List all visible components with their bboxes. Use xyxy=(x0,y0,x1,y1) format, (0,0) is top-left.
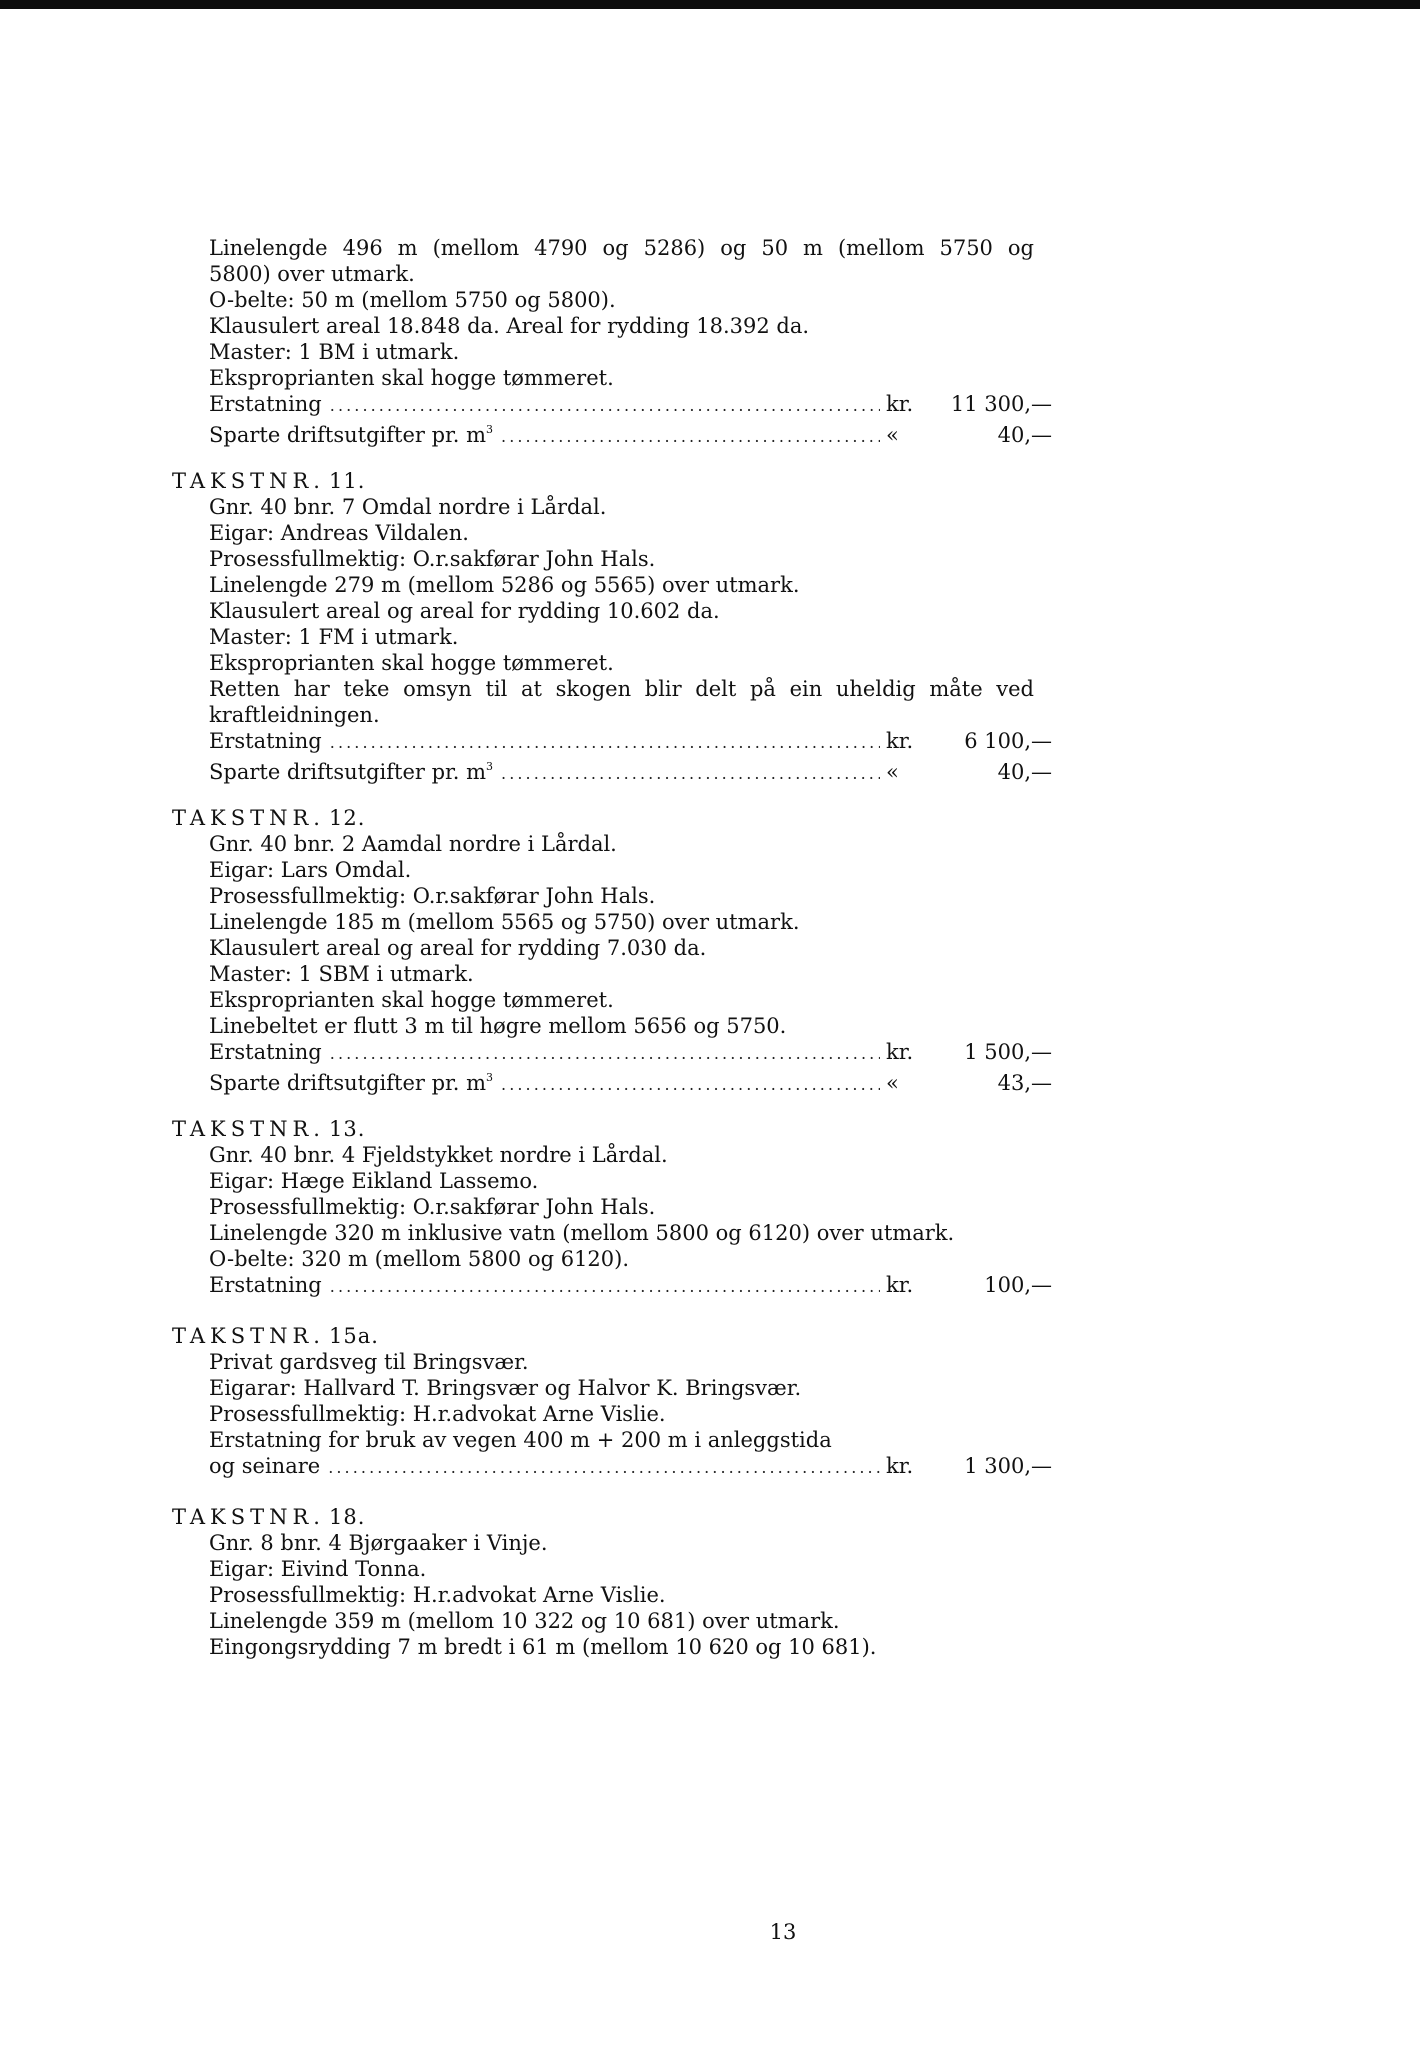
intro-line-1: Linelengde 496 m (mellom 4790 og 5286) og 50 m (mellom 5750 og xyxy=(209,236,1034,260)
sparte-value: 40,— xyxy=(997,760,1052,784)
t15a-line-3: Prosessfullmektig: H.r.advokat Arne Vislie. xyxy=(209,1402,666,1426)
t15a-line-4: Erstatning for bruk av vegen 400 m + 200 m i anleggstida xyxy=(209,1428,832,1452)
page-number: 13 xyxy=(769,1920,797,1944)
dot-leader xyxy=(330,730,880,756)
t12-line-3: Prosessfullmektig: O.r.sakførar John Hals. xyxy=(209,884,656,908)
document-page xyxy=(172,235,1052,1944)
currency-unit: kr. xyxy=(886,1454,914,1478)
t13-line-5: O-belte: 320 m (mellom 5800 og 6120). xyxy=(209,1247,630,1271)
ditto-mark: « xyxy=(886,760,899,784)
t11-line-3: Prosessfullmektig: O.r.sakførar John Hals. xyxy=(209,547,656,571)
erstatning-label: Erstatning xyxy=(209,729,322,753)
erstatning-value: 6 100,— xyxy=(964,729,1052,753)
t11-erstatning-row xyxy=(172,728,1052,754)
dot-leader xyxy=(501,1072,880,1098)
erstatning-value: 11 300,— xyxy=(950,392,1052,416)
dot-leader xyxy=(330,1274,880,1300)
t11-line-4: Linelengde 279 m (mellom 5286 og 5565) over utmark. xyxy=(209,573,800,597)
section-heading-18: TAKSTNR. 18. xyxy=(172,1505,366,1529)
intro-line-3: O-belte: 50 m (mellom 5750 og 5800). xyxy=(209,288,616,312)
erstatning-value: 100,— xyxy=(984,1273,1052,1297)
intro-line-6: Eksproprianten skal hogge tømmeret. xyxy=(209,366,614,390)
currency-unit: kr. xyxy=(886,729,914,753)
ditto-mark: « xyxy=(886,1071,899,1095)
erstatning-label: Erstatning xyxy=(209,392,322,416)
t13-line-1: Gnr. 40 bnr. 4 Fjeldstykket nordre i Lårdal. xyxy=(209,1143,668,1167)
intro-line-2: 5800) over utmark. xyxy=(209,262,415,286)
sparte-label: Sparte driftsutgifter pr. $m^3$ xyxy=(209,1071,494,1095)
dot-leader xyxy=(501,761,880,787)
t12-line-7: Eksproprianten skal hogge tømmeret. xyxy=(209,988,614,1012)
erstatning-value: 1 300,— xyxy=(964,1454,1052,1478)
t11-line-5: Klausulert areal og areal for rydding 10.602 da. xyxy=(209,599,720,623)
dot-leader xyxy=(330,393,880,419)
dot-leader xyxy=(328,1455,880,1481)
sparte-label: Sparte driftsutgifter pr. $m^3$ xyxy=(209,423,494,447)
t18-line-1: Gnr. 8 bnr. 4 Bjørgaaker i Vinje. xyxy=(209,1531,548,1555)
t11-line-6: Master: 1 FM i utmark. xyxy=(209,625,459,649)
intro-erstatning-row xyxy=(172,391,1052,417)
erstatning-label: og seinare xyxy=(209,1454,321,1478)
t11-line-7: Eksproprianten skal hogge tømmeret. xyxy=(209,651,614,675)
currency-unit: kr. xyxy=(886,1273,914,1297)
t15a-erstatning-row xyxy=(172,1453,1052,1479)
ditto-mark: « xyxy=(886,423,899,447)
sparte-value: 43,— xyxy=(997,1071,1052,1095)
t12-line-8: Linebeltet er flutt 3 m til høgre mellom 5656 og 5750. xyxy=(209,1014,787,1038)
t13-line-2: Eigar: Hæge Eikland Lassemo. xyxy=(209,1169,539,1193)
t18-line-2: Eigar: Eivind Tonna. xyxy=(209,1557,427,1581)
section-heading-12: TAKSTNR. 12. xyxy=(172,806,366,830)
sparte-value: 40,— xyxy=(997,423,1052,447)
t13-line-3: Prosessfullmektig: O.r.sakførar John Hals. xyxy=(209,1195,656,1219)
t18-line-3: Prosessfullmektig: H.r.advokat Arne Vislie. xyxy=(209,1583,666,1607)
t13-line-4: Linelengde 320 m inklusive vatn (mellom 5800 og 6120) over utmark. xyxy=(209,1221,955,1245)
t11-line-1: Gnr. 40 bnr. 7 Omdal nordre i Lårdal. xyxy=(209,495,607,519)
currency-unit: kr. xyxy=(886,1040,914,1064)
t11-sparte-row xyxy=(172,754,1052,784)
t15a-line-1: Privat gardsveg til Bringsvær. xyxy=(209,1350,529,1374)
t15a-line-2: Eigarar: Hallvard T. Bringsvær og Halvor K. Bringsvær. xyxy=(209,1376,802,1400)
sparte-label: Sparte driftsutgifter pr. $m^3$ xyxy=(209,760,494,784)
t18-line-4: Linelengde 359 m (mellom 10 322 og 10 681) over utmark. xyxy=(209,1609,840,1633)
t12-sparte-row xyxy=(172,1065,1052,1095)
t11-line-2: Eigar: Andreas Vildalen. xyxy=(209,521,469,545)
erstatning-value: 1 500,— xyxy=(964,1040,1052,1064)
erstatning-label: Erstatning xyxy=(209,1273,322,1297)
section-heading-15a: TAKSTNR. 15a. xyxy=(172,1324,379,1348)
scan-top-border xyxy=(0,0,1420,9)
t12-line-4: Linelengde 185 m (mellom 5565 og 5750) over utmark. xyxy=(209,910,800,934)
t13-erstatning-row xyxy=(172,1272,1052,1298)
t12-line-1: Gnr. 40 bnr. 2 Aamdal nordre i Lårdal. xyxy=(209,832,617,856)
t11-line-9: kraftleidningen. xyxy=(209,703,380,727)
t12-line-5: Klausulert areal og areal for rydding 7.030 da. xyxy=(209,936,707,960)
dot-leader xyxy=(501,424,880,450)
t11-line-8: Retten har teke omsyn til at skogen blir delt på ein uheldig måte ved xyxy=(209,677,1034,701)
t18-line-5: Eingongsrydding 7 m bredt i 61 m (mellom 10 620 og 10 681). xyxy=(209,1635,877,1659)
section-heading-11: TAKSTNR. 11. xyxy=(172,469,366,493)
t12-line-6: Master: 1 SBM i utmark. xyxy=(209,962,474,986)
t12-line-2: Eigar: Lars Omdal. xyxy=(209,858,412,882)
intro-line-4: Klausulert areal 18.848 da. Areal for rydding 18.392 da. xyxy=(209,314,810,338)
intro-sparte-row xyxy=(172,417,1052,447)
t12-erstatning-row xyxy=(172,1039,1052,1065)
currency-unit: kr. xyxy=(886,392,914,416)
intro-line-5: Master: 1 BM i utmark. xyxy=(209,340,460,364)
erstatning-label: Erstatning xyxy=(209,1040,322,1064)
dot-leader xyxy=(330,1041,880,1067)
section-heading-13: TAKSTNR. 13. xyxy=(172,1117,366,1141)
